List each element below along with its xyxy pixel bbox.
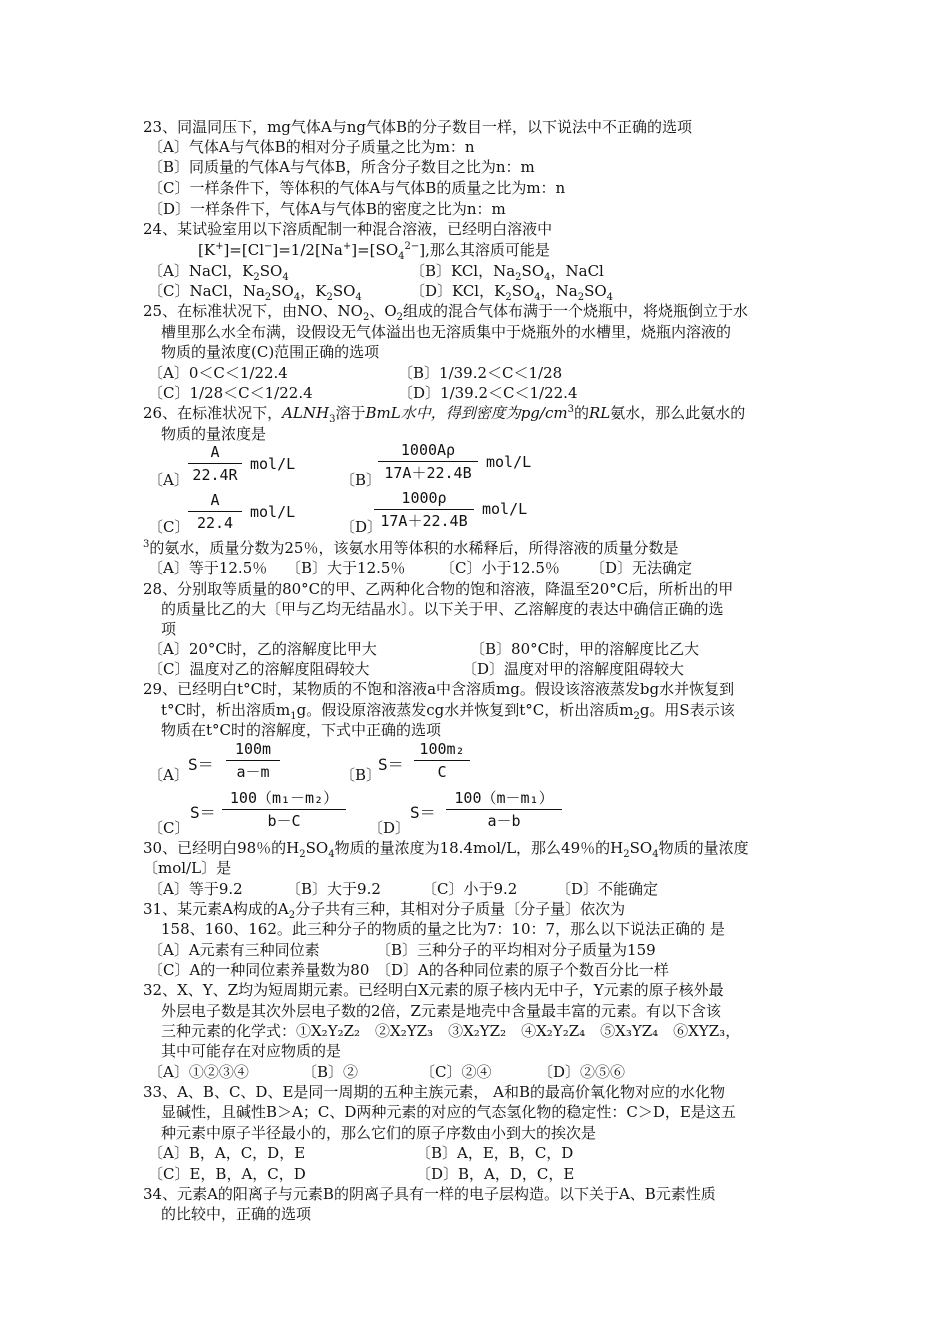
q26-option-b-label: 〔B〕 [340, 471, 382, 489]
q31-option-b: 〔B〕三种分子的平均相对分子质量为159 [376, 941, 656, 959]
q26-option-d-unit: mol/L [482, 500, 528, 518]
q27-option-c: 〔C〕小于12.5％ [440, 559, 560, 577]
q29-option-b-s: S＝ [378, 755, 404, 774]
q29-stem-line2: t°C时，析出溶质$m_1g$。假设原溶液蒸发cg水并恢复到t°C，析出溶质$m_2g$。用S表示该 [161, 701, 735, 722]
q28-stem-line2: 的质量比乙的大〔甲与乙均无结晶水〕。以下关于甲、乙溶解度的表达中确信正确的选 [161, 600, 724, 618]
q32-stem-line3: 三种元素的化学式：①X₂Y₂Z₂ ②X₂YZ₃ ③X₂YZ₂ ④X₂Y₂Z₄ ⑤X₃YZ₄ ⑥XYZ₃， [161, 1022, 741, 1040]
q24-option-b: 〔B〕KCl，$Na_2SO_4$，NaCl [410, 262, 604, 283]
q29-option-c-label: 〔C〕 [148, 819, 190, 837]
q33-option-c: 〔C〕E，B，A，C，D [148, 1165, 306, 1183]
q28-option-a: 〔A〕20°C时，乙的溶解度比甲大 [148, 640, 377, 658]
q25-stem-line2: 槽里那么水全布满，设假设无气体溢出也无溶质集中于烧瓶外的水槽里，烧瓶内溶液的 [161, 323, 732, 341]
q26-option-c-fraction: A 22.4 [188, 489, 242, 534]
q29-option-c-s: S＝ [190, 803, 216, 822]
q31-stem-line2: 158、160、162。此三种分子的物质的量之比为7：10：7，那么以下说法正确的 是 [161, 920, 725, 938]
q31-option-d: 〔D〕A的各种同位素的原子个数百分比一样 [376, 961, 669, 979]
q29-stem-line3: 物质在t°C时的溶解度，下式中正确的选项 [161, 721, 442, 739]
q31-option-a: 〔A〕A元素有三种同位素 [148, 941, 320, 959]
q33-stem-line3: 种元素中原子半径最小的，那么它们的原子序数由小到大的挨次是 [161, 1124, 597, 1142]
q23-stem: 23、同温同压下，mg气体A与ng气体B的分子数目一样，以下说法中不正确的选项 [143, 118, 693, 136]
q25-option-b: 〔B〕1/39.2＜C＜1/28 [398, 364, 563, 382]
q24-option-d: 〔D〕KCl，$K_2SO_4$，$Na_2SO_4$ [410, 282, 614, 303]
q24-option-a: 〔A〕NaCl，$K_2SO_4$ [148, 262, 289, 283]
q29-option-c-fraction: 100（m₁－m₂） b－C [222, 787, 346, 832]
q30-stem-line2: 〔mol/L〕是 [143, 859, 232, 877]
q26-stem-line2: 物质的量浓度是 [161, 425, 267, 443]
q26-option-b-fraction: 1000Aρ 17A＋22.4B [378, 439, 478, 484]
q25-option-c: 〔C〕1/28＜C＜1/22.4 [148, 384, 313, 402]
q26-option-a-label: 〔A〕 [148, 471, 189, 489]
q28-option-c: 〔C〕温度对乙的溶解度阻碍较大 [148, 660, 370, 678]
q32-option-d: 〔D〕②⑤⑥ [538, 1063, 626, 1081]
q24-stem: 24、某试验室用以下溶质配制一种混合溶液，已经明白溶液中 [143, 220, 553, 238]
q28-stem-line1: 28、分别取等质量的80°C的甲、乙两种化合物的饱和溶液，降温至20°C后，所析出的甲 [143, 580, 734, 598]
q25-stem-line1: 25、在标准状况下，由NO、$NO_2$、$O_2$组成的混合气体布满于一个烧瓶中，将烧瓶倒立于水 [143, 302, 749, 323]
q30-option-c: 〔C〕小于9.2 [422, 880, 518, 898]
q27-option-a: 〔A〕等于12.5％ [148, 559, 268, 577]
q26-option-a-unit: mol/L [250, 455, 296, 473]
q32-option-c: 〔C〕②④ [420, 1063, 492, 1081]
q32-option-a: 〔A〕①②③④ [148, 1063, 249, 1081]
q29-option-a-s: S＝ [188, 755, 214, 774]
q32-option-b: 〔B〕② [302, 1063, 359, 1081]
q29-option-b-label: 〔B〕 [340, 766, 382, 784]
q34-stem-line1: 34、元素A的阳离子与元素B的阴离子具有一样的电子层构造。以下关于A、B元素性质 [143, 1185, 716, 1203]
q27-option-b: 〔B〕大于12.5％ [286, 559, 406, 577]
q26-option-c-unit: mol/L [250, 503, 296, 521]
q32-stem-line4: 其中可能存在对应物质的是 [161, 1042, 342, 1060]
q30-stem-line1: 30、已经明白98％的$H_2SO_4$物质的量浓度为18.4mol/L，那么49％的$H_2SO_4$物质的量浓度 [143, 839, 749, 860]
q23-option-c: 〔C〕一样条件下，等体积的气体A与气体B的质量之比为m：n [148, 179, 566, 197]
q25-stem-line3: 物质的量浓度(C)范围正确的选项 [161, 343, 380, 361]
q33-option-d: 〔D〕B，A，D，C，E [416, 1165, 575, 1183]
q23-option-b: 〔B〕同质量的气体A与气体B，所含分子数目之比为n：m [148, 158, 535, 176]
q27-stem: $^3$的氨水，质量分数为25％，该氨水用等体积的水稀释后，所得溶液的质量分数是 [143, 539, 679, 557]
q26-option-d-fraction: 1000ρ 17A＋22.4B [374, 487, 474, 532]
q27-option-d: 〔D〕无法确定 [590, 559, 693, 577]
q30-option-b: 〔B〕大于9.2 [286, 880, 381, 898]
q28-option-b: 〔B〕80°C时，甲的溶解度比乙大 [470, 640, 700, 658]
q26-option-c-label: 〔C〕 [148, 518, 190, 536]
q31-option-c: 〔C〕A的一种同位素养量数为80 [148, 961, 370, 979]
q33-stem-line1: 33、A、B、C、D、E是同一周期的五种主族元素， A和B的最高价氧化物对应的水化物 [143, 1083, 726, 1101]
q23-option-d: 〔D〕一样条件下，气体A与气体B的密度之比为n：m [148, 200, 506, 218]
q26-option-a-fraction: A 22.4R [188, 441, 242, 486]
q29-option-a-label: 〔A〕 [148, 766, 189, 784]
q32-stem-line1: 32、X、Y、Z均为短周期元素。已经明白X元素的原子核内无中子，Y元素的原子核外最 [143, 981, 724, 999]
q29-stem-line1: 29、已经明白t°C时，某物质的不饱和溶液a中含溶质mg。假设该溶液蒸发bg水并恢复到 [143, 680, 735, 698]
q29-option-d-fraction: 100（m－m₁） a－b [446, 787, 562, 832]
q30-option-a: 〔A〕等于9.2 [148, 880, 243, 898]
q29-option-d-label: 〔D〕 [368, 819, 411, 837]
q24-option-c: 〔C〕NaCl，$Na_2SO_4$，$K_2SO_4$ [148, 282, 362, 303]
q30-option-d: 〔D〕不能确定 [556, 880, 659, 898]
q33-option-b: 〔B〕A，E，B，C，D [416, 1144, 574, 1162]
q33-stem-line2: 显碱性，且碱性B＞A；C、D两种元素的对应的气态氢化物的稳定性：C＞D，E是这五 [161, 1103, 736, 1121]
q34-stem-line2: 的比较中，正确的选项 [161, 1205, 312, 1223]
q26-option-d-label: 〔D〕 [340, 518, 383, 536]
q29-option-d-s: S＝ [410, 803, 436, 822]
q25-option-a: 〔A〕0＜C＜1/22.4 [148, 364, 288, 382]
q29-option-b-fraction: 100m₂ C [414, 738, 470, 783]
q33-option-a: 〔A〕B，A，C，D，E [148, 1144, 306, 1162]
q31-stem-line1: 31、某元素A构成的$A_2$分子共有三种，其相对分子质量〔分子量〕依次为 [143, 900, 626, 921]
q28-option-d: 〔D〕温度对甲的溶解度阻碍较大 [462, 660, 685, 678]
q26-stem-line1: 26、在标准状况下，$ALNH_3$溶于BmL水中，得到密度为$pg/cm^3$的RL氨水，那么此氨水的 [143, 404, 746, 425]
q26-option-b-unit: mol/L [486, 453, 532, 471]
q25-option-d: 〔D〕1/39.2＜C＜1/22.4 [398, 384, 578, 402]
q24-condition: $[K^+]=[Cl^-]=1/2[Na^+]=[SO_4^{2-}]$,那么其溶质可能是 [198, 241, 550, 262]
q29-option-a-fraction: 100m a－m [226, 738, 280, 783]
q32-stem-line2: 外层电子数是其次外层电子数的2倍，Z元素是地壳中含量最丰富的元素。有以下含该 [161, 1002, 721, 1020]
q23-option-a: 〔A〕气体A与气体B的相对分子质量之比为m：n [148, 138, 475, 156]
q28-stem-line3: 项 [161, 620, 177, 638]
